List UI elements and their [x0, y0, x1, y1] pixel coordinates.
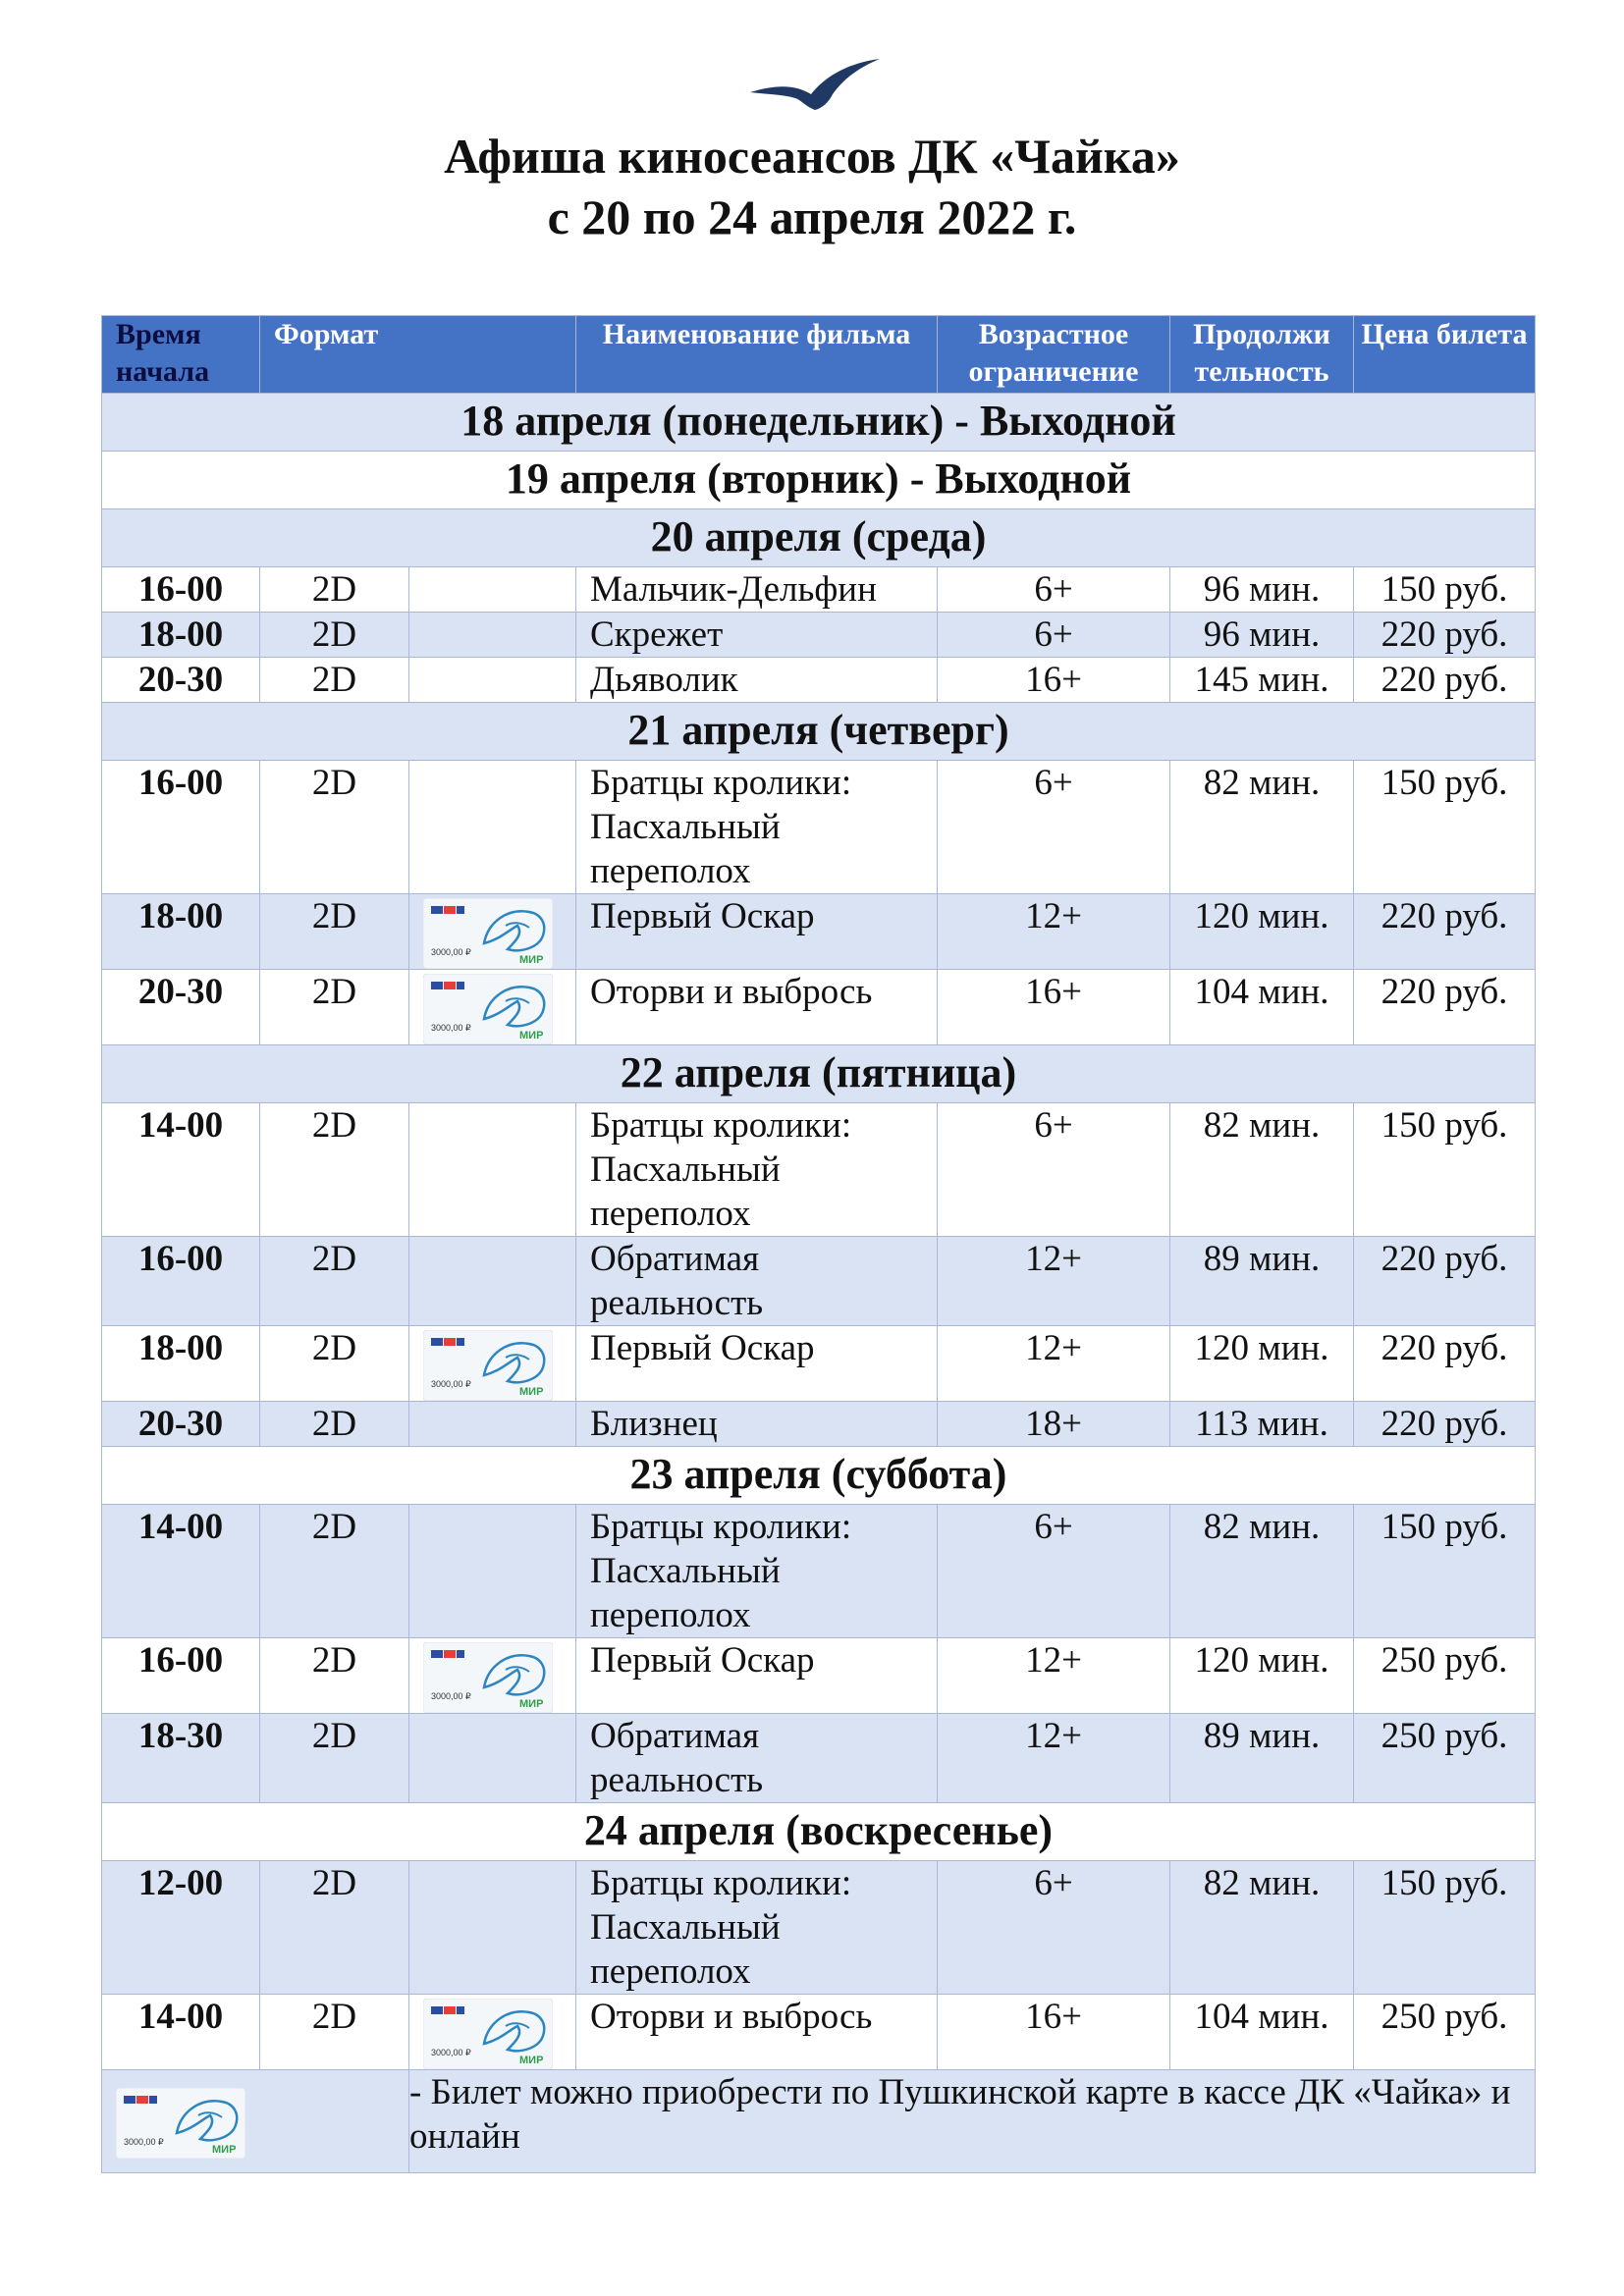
session-format: 2D	[260, 894, 409, 970]
pushkin-card-icon	[116, 2088, 245, 2159]
pushkin-card-cell	[409, 567, 576, 613]
session-time: 18-00	[102, 894, 260, 970]
session-age: 12+	[938, 1638, 1170, 1714]
col-header-price: Цена билета	[1354, 316, 1536, 394]
session-format: 2D	[260, 1505, 409, 1638]
card-amount: 3000,00 ₽	[431, 2048, 471, 2057]
session-title: Братцы кролики: Пасхальный переполох	[576, 1103, 938, 1237]
session-duration: 82 мин.	[1170, 1861, 1354, 1995]
pushkin-card-image	[102, 2088, 408, 2159]
session-time: 20-30	[102, 658, 260, 703]
pushkin-card-icon	[423, 1330, 553, 1401]
session-format: 2D	[260, 970, 409, 1045]
session-duration: 120 мин.	[1170, 1326, 1354, 1402]
pushkin-card-cell	[409, 1861, 576, 1995]
session-title: Оторви и выбрось	[576, 970, 938, 1045]
seagull-logo-icon	[746, 55, 884, 112]
session-age: 6+	[938, 613, 1170, 658]
session-format: 2D	[260, 567, 409, 613]
session-title: Братцы кролики: Пасхальный переполох	[576, 761, 938, 894]
day-header-row	[102, 509, 1536, 567]
session-age: 6+	[938, 1505, 1170, 1638]
card-amount: 3000,00 ₽	[431, 947, 471, 957]
session-format: 2D	[260, 1995, 409, 2070]
session-title: Первый Оскар	[576, 894, 938, 970]
session-row	[102, 658, 1536, 703]
card-brand: МИР	[212, 2144, 237, 2156]
pushkin-card-cell	[409, 1995, 576, 2070]
session-time: 16-00	[102, 567, 260, 613]
pushkin-card-cell	[409, 1103, 576, 1237]
session-age: 18+	[938, 1402, 1170, 1447]
schedule-body	[102, 394, 1536, 2070]
session-time: 16-00	[102, 1638, 260, 1714]
session-title: Оторви и выбрось	[576, 1995, 938, 2070]
session-duration: 113 мин.	[1170, 1402, 1354, 1447]
session-format: 2D	[260, 1103, 409, 1237]
session-title: Близнец	[576, 1402, 938, 1447]
footer-card-cell	[102, 2070, 409, 2173]
session-row	[102, 1326, 1536, 1402]
day-header-row	[102, 1447, 1536, 1505]
day-header-row	[102, 394, 1536, 452]
session-price: 150 руб.	[1354, 1505, 1536, 1638]
day-label: 20 апреля (среда)	[102, 509, 1536, 567]
session-price: 220 руб.	[1354, 658, 1536, 703]
day-label: 24 апреля (воскресенье)	[102, 1803, 1536, 1861]
footer-note-row	[102, 2070, 1536, 2173]
card-brand: МИР	[519, 954, 544, 966]
session-duration: 82 мин.	[1170, 761, 1354, 894]
title-line-1: Афиша киносеансов ДК «Чайка»	[444, 129, 1180, 184]
session-price: 220 руб.	[1354, 894, 1536, 970]
session-title: Первый Оскар	[576, 1326, 938, 1402]
pushkin-card-icon	[423, 898, 553, 969]
col-header-duration: Продолжи тельность	[1170, 316, 1354, 394]
session-time: 16-00	[102, 1237, 260, 1326]
session-duration: 89 мин.	[1170, 1714, 1354, 1803]
session-format: 2D	[260, 613, 409, 658]
pushkin-card-cell	[409, 1402, 576, 1447]
session-title: Первый Оскар	[576, 1638, 938, 1714]
day-header-row	[102, 1045, 1536, 1103]
session-row	[102, 613, 1536, 658]
page-title	[0, 126, 1624, 247]
session-price: 250 руб.	[1354, 1995, 1536, 2070]
session-age: 6+	[938, 567, 1170, 613]
col-header-name: Наименование фильма	[576, 316, 938, 394]
session-time: 18-30	[102, 1714, 260, 1803]
day-header-row	[102, 703, 1536, 761]
session-price: 150 руб.	[1354, 761, 1536, 894]
session-age: 16+	[938, 658, 1170, 703]
session-age: 12+	[938, 1326, 1170, 1402]
day-label: 21 апреля (четверг)	[102, 703, 1536, 761]
session-duration: 120 мин.	[1170, 1638, 1354, 1714]
session-row	[102, 1995, 1536, 2070]
session-age: 16+	[938, 1995, 1170, 2070]
session-row	[102, 1402, 1536, 1447]
session-row	[102, 1237, 1536, 1326]
session-duration: 120 мин.	[1170, 894, 1354, 970]
session-title: Скрежет	[576, 613, 938, 658]
schedule-table	[101, 315, 1536, 2173]
pushkin-card-cell	[409, 658, 576, 703]
pushkin-card-cell	[409, 1505, 576, 1638]
session-format: 2D	[260, 1714, 409, 1803]
card-brand: МИР	[519, 1698, 544, 1710]
session-price: 150 руб.	[1354, 567, 1536, 613]
session-duration: 82 мин.	[1170, 1103, 1354, 1237]
table-header-row	[102, 316, 1536, 394]
session-time: 20-30	[102, 1402, 260, 1447]
session-format: 2D	[260, 1326, 409, 1402]
col-header-age: Возрастное ограничение	[938, 316, 1170, 394]
session-price: 150 руб.	[1354, 1861, 1536, 1995]
session-price: 220 руб.	[1354, 1402, 1536, 1447]
session-row	[102, 894, 1536, 970]
session-title: Братцы кролики: Пасхальный переполох	[576, 1861, 938, 1995]
session-age: 12+	[938, 1237, 1170, 1326]
pushkin-card-cell	[409, 761, 576, 894]
session-price: 220 руб.	[1354, 1237, 1536, 1326]
session-time: 12-00	[102, 1861, 260, 1995]
pushkin-card-cell	[409, 613, 576, 658]
session-price: 220 руб.	[1354, 970, 1536, 1045]
session-price: 250 руб.	[1354, 1714, 1536, 1803]
session-title: Обратимая реальность	[576, 1714, 938, 1803]
session-row	[102, 1505, 1536, 1638]
session-format: 2D	[260, 761, 409, 894]
session-age: 6+	[938, 761, 1170, 894]
session-row	[102, 970, 1536, 1045]
session-duration: 82 мин.	[1170, 1505, 1354, 1638]
pushkin-card-icon	[423, 1642, 553, 1713]
session-format: 2D	[260, 1402, 409, 1447]
session-time: 14-00	[102, 1995, 260, 2070]
pushkin-card-icon	[423, 1999, 553, 2069]
day-label: 22 апреля (пятница)	[102, 1045, 1536, 1103]
card-brand: МИР	[519, 1030, 544, 1041]
session-price: 220 руб.	[1354, 613, 1536, 658]
session-row	[102, 1714, 1536, 1803]
session-title: Мальчик-Дельфин	[576, 567, 938, 613]
col-header-time: Время начала	[102, 316, 260, 394]
day-header-row	[102, 452, 1536, 509]
session-format: 2D	[260, 1861, 409, 1995]
card-brand: МИР	[519, 2055, 544, 2066]
session-row	[102, 1103, 1536, 1237]
session-title: Братцы кролики: Пасхальный переполох	[576, 1505, 938, 1638]
card-amount: 3000,00 ₽	[431, 1379, 471, 1389]
pushkin-card-cell	[409, 970, 576, 1045]
session-format: 2D	[260, 1237, 409, 1326]
pushkin-card-cell	[409, 1326, 576, 1402]
title-line-2: с 20 по 24 апреля 2022 г.	[547, 189, 1077, 244]
session-row	[102, 567, 1536, 613]
session-time: 14-00	[102, 1103, 260, 1237]
pushkin-card-cell	[409, 1638, 576, 1714]
session-age: 12+	[938, 894, 1170, 970]
day-label: 19 апреля (вторник) - Выходной	[102, 452, 1536, 509]
session-title: Обратимая реальность	[576, 1237, 938, 1326]
session-format: 2D	[260, 1638, 409, 1714]
day-header-row	[102, 1803, 1536, 1861]
session-duration: 104 мин.	[1170, 1995, 1354, 2070]
session-format: 2D	[260, 658, 409, 703]
session-age: 16+	[938, 970, 1170, 1045]
footer-note-text: - Билет можно приобрести по Пушкинской карте в кассе ДК «Чайка» и онлайн	[409, 2070, 1536, 2173]
pushkin-card-icon	[423, 974, 553, 1044]
col-header-format: Формат	[260, 316, 576, 394]
session-age: 6+	[938, 1861, 1170, 1995]
card-amount: 3000,00 ₽	[431, 1691, 471, 1701]
session-age: 6+	[938, 1103, 1170, 1237]
day-label: 23 апреля (суббота)	[102, 1447, 1536, 1505]
card-amount: 3000,00 ₽	[431, 1023, 471, 1033]
session-row	[102, 1638, 1536, 1714]
session-duration: 96 мин.	[1170, 567, 1354, 613]
session-time: 20-30	[102, 970, 260, 1045]
session-duration: 145 мин.	[1170, 658, 1354, 703]
session-duration: 89 мин.	[1170, 1237, 1354, 1326]
session-row	[102, 1861, 1536, 1995]
session-time: 18-00	[102, 1326, 260, 1402]
session-time: 14-00	[102, 1505, 260, 1638]
session-title: Дьяволик	[576, 658, 938, 703]
session-time: 16-00	[102, 761, 260, 894]
session-price: 220 руб.	[1354, 1326, 1536, 1402]
session-age: 12+	[938, 1714, 1170, 1803]
pushkin-card-cell	[409, 1714, 576, 1803]
session-duration: 104 мин.	[1170, 970, 1354, 1045]
session-price: 250 руб.	[1354, 1638, 1536, 1714]
session-duration: 96 мин.	[1170, 613, 1354, 658]
session-time: 18-00	[102, 613, 260, 658]
pushkin-card-cell	[409, 894, 576, 970]
card-amount: 3000,00 ₽	[124, 2137, 164, 2147]
session-row	[102, 761, 1536, 894]
session-price: 150 руб.	[1354, 1103, 1536, 1237]
day-label: 18 апреля (понедельник) - Выходной	[102, 394, 1536, 452]
pushkin-card-cell	[409, 1237, 576, 1326]
card-brand: МИР	[519, 1386, 544, 1398]
